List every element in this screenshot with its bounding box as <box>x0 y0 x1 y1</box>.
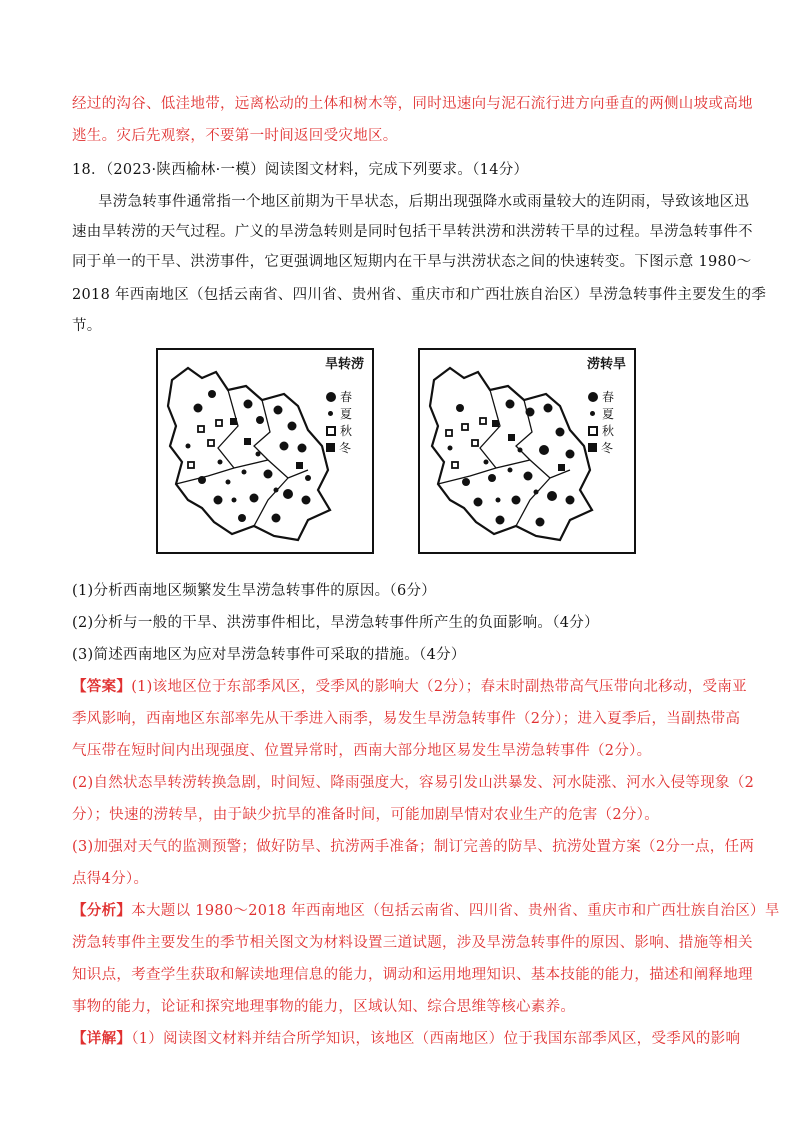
winter-square-icon <box>588 443 597 452</box>
answer-line: 季风影响，西南地区东部率先从干季进入雨季，易发生旱涝急转事件（2分）；进入夏季后，当副热带高 <box>72 711 741 727</box>
answer-line: 气压带在短时间内出现强度、位置异常时，西南大部分地区易发生旱涝急转事件（2分）。 <box>72 743 652 759</box>
sub-question-1: (1)分析西南地区频繁发生旱涝急转事件的原因。（6分） <box>72 583 437 599</box>
legend-spring-label: 春 <box>602 390 615 404</box>
autumn-square-icon <box>326 426 336 436</box>
legend-autumn-label: 秋 <box>340 424 353 438</box>
legend-summer-label: 夏 <box>340 407 353 421</box>
legend-summer-label: 夏 <box>602 407 615 421</box>
analysis-line: 涝急转事件主要发生的季节相关图文为材料设置三道试题，涉及旱涝急转事件的原因、影响、措施等相关 <box>72 935 753 951</box>
legend-spring-label: 春 <box>340 390 353 404</box>
answer-text: (1)该地区位于东部季风区，受季风的影响大（2分）；春末时副热带高气压带向北移动，受南亚 <box>131 679 747 695</box>
autumn-square-icon <box>588 426 598 436</box>
answer-line: 分）；快速的涝转旱，由于缺少抗旱的准备时间，可能加剧旱情对农业生产的危害（2分）。 <box>72 807 660 823</box>
detail-line-1 <box>72 1029 741 1049</box>
legend-winter-label: 冬 <box>339 441 352 455</box>
analysis-text: 本大题以 1980～2018 年西南地区（包括云南省、四川省、贵州省、重庆市和广西壮族自治区）旱 <box>131 903 780 919</box>
event-dots <box>186 390 312 523</box>
detail-text: （1）阅读图文材料并结合所学知识，该地区（西南地区）位于我国东部季风区，受季风的影响 <box>131 1031 741 1047</box>
sub-question-3: (3)简述西南地区为应对旱涝急转事件可采取的措施。（4分） <box>72 647 466 663</box>
winter-square-icon <box>326 443 335 452</box>
map-legend <box>326 388 366 456</box>
answer-line: (2)自然状态旱转涝转换急剧，时间短、降雨强度大，容易引发山洪暴发、河水陡涨、河水入侵等现象（2 <box>72 775 755 791</box>
answer-line: 点得4分）。 <box>72 871 149 887</box>
legend-autumn-label: 秋 <box>602 424 615 438</box>
answer-line-1 <box>72 677 747 697</box>
analysis-line-1 <box>72 901 780 921</box>
analysis-tag: 【分析】 <box>72 902 132 919</box>
sub-question-2: (2)分析与一般的干旱、洪涝事件相比，旱涝急转事件所产生的负面影响。（4分） <box>72 615 599 631</box>
summer-dot-icon <box>328 411 333 416</box>
legend-winter-label: 冬 <box>601 441 614 455</box>
map-title: 旱转涝 <box>324 357 364 372</box>
spring-dot-icon <box>588 392 598 402</box>
question-18-header: 18．（2023·陕西榆林·一模）阅读图文材料，完成下列要求。（14分） <box>72 162 529 178</box>
material-paragraph-line: 同于单一的干旱、洪涝事件，它更强调地区短期内在干旱与洪涝状态之间的快速转变。下图示意 1980～ <box>72 254 752 270</box>
analysis-line: 知识点，考查学生获取和解读地理信息的能力，调动和运用地理知识、基本技能的能力，描述和阐释地理 <box>72 967 753 983</box>
map-drought-to-flood <box>156 348 374 554</box>
previous-answer-line-2: 逃生。灾后先观察，不要第一时间返回受灾地区。 <box>72 128 398 144</box>
detail-tag: 【详解】 <box>72 1030 132 1047</box>
figure-maps <box>156 348 636 554</box>
map-flood-to-drought <box>418 348 636 554</box>
spring-dot-icon <box>326 392 336 402</box>
analysis-line: 事物的能力，论证和探究地理事物的能力，区域认知、综合思维等核心素养。 <box>72 999 576 1015</box>
material-paragraph-line: 节。 <box>72 318 102 334</box>
material-paragraph-line: 旱涝急转事件通常指一个地区前期为干旱状态，后期出现强降水或雨量较大的连阴雨，导致该地区迅 <box>98 194 750 210</box>
map-title: 涝转旱 <box>586 357 626 372</box>
event-dots <box>448 400 575 527</box>
map-legend <box>588 388 628 456</box>
answer-line: (3)加强对天气的监测预警；做好防旱、抗涝两手准备；制订完善的防旱、抗涝处置方案（2分一点，任两 <box>72 839 755 855</box>
material-paragraph-line: 速由旱转涝的天气过程。广义的旱涝急转则是同时包括干旱转洪涝和洪涝转干旱的过程。旱涝急转事件不 <box>72 224 753 240</box>
material-paragraph-line: 2018 年西南地区（包括云南省、四川省、贵州省、重庆市和广西壮族自治区）旱涝急转事件主要发生的季 <box>72 287 767 303</box>
previous-answer-line-1: 经过的沟谷、低洼地带，远离松动的土体和树木等，同时迅速向与泥石流行进方向垂直的两侧山坡或高地 <box>72 96 753 112</box>
answer-tag: 【答案】 <box>72 678 132 695</box>
summer-dot-icon <box>590 411 595 416</box>
